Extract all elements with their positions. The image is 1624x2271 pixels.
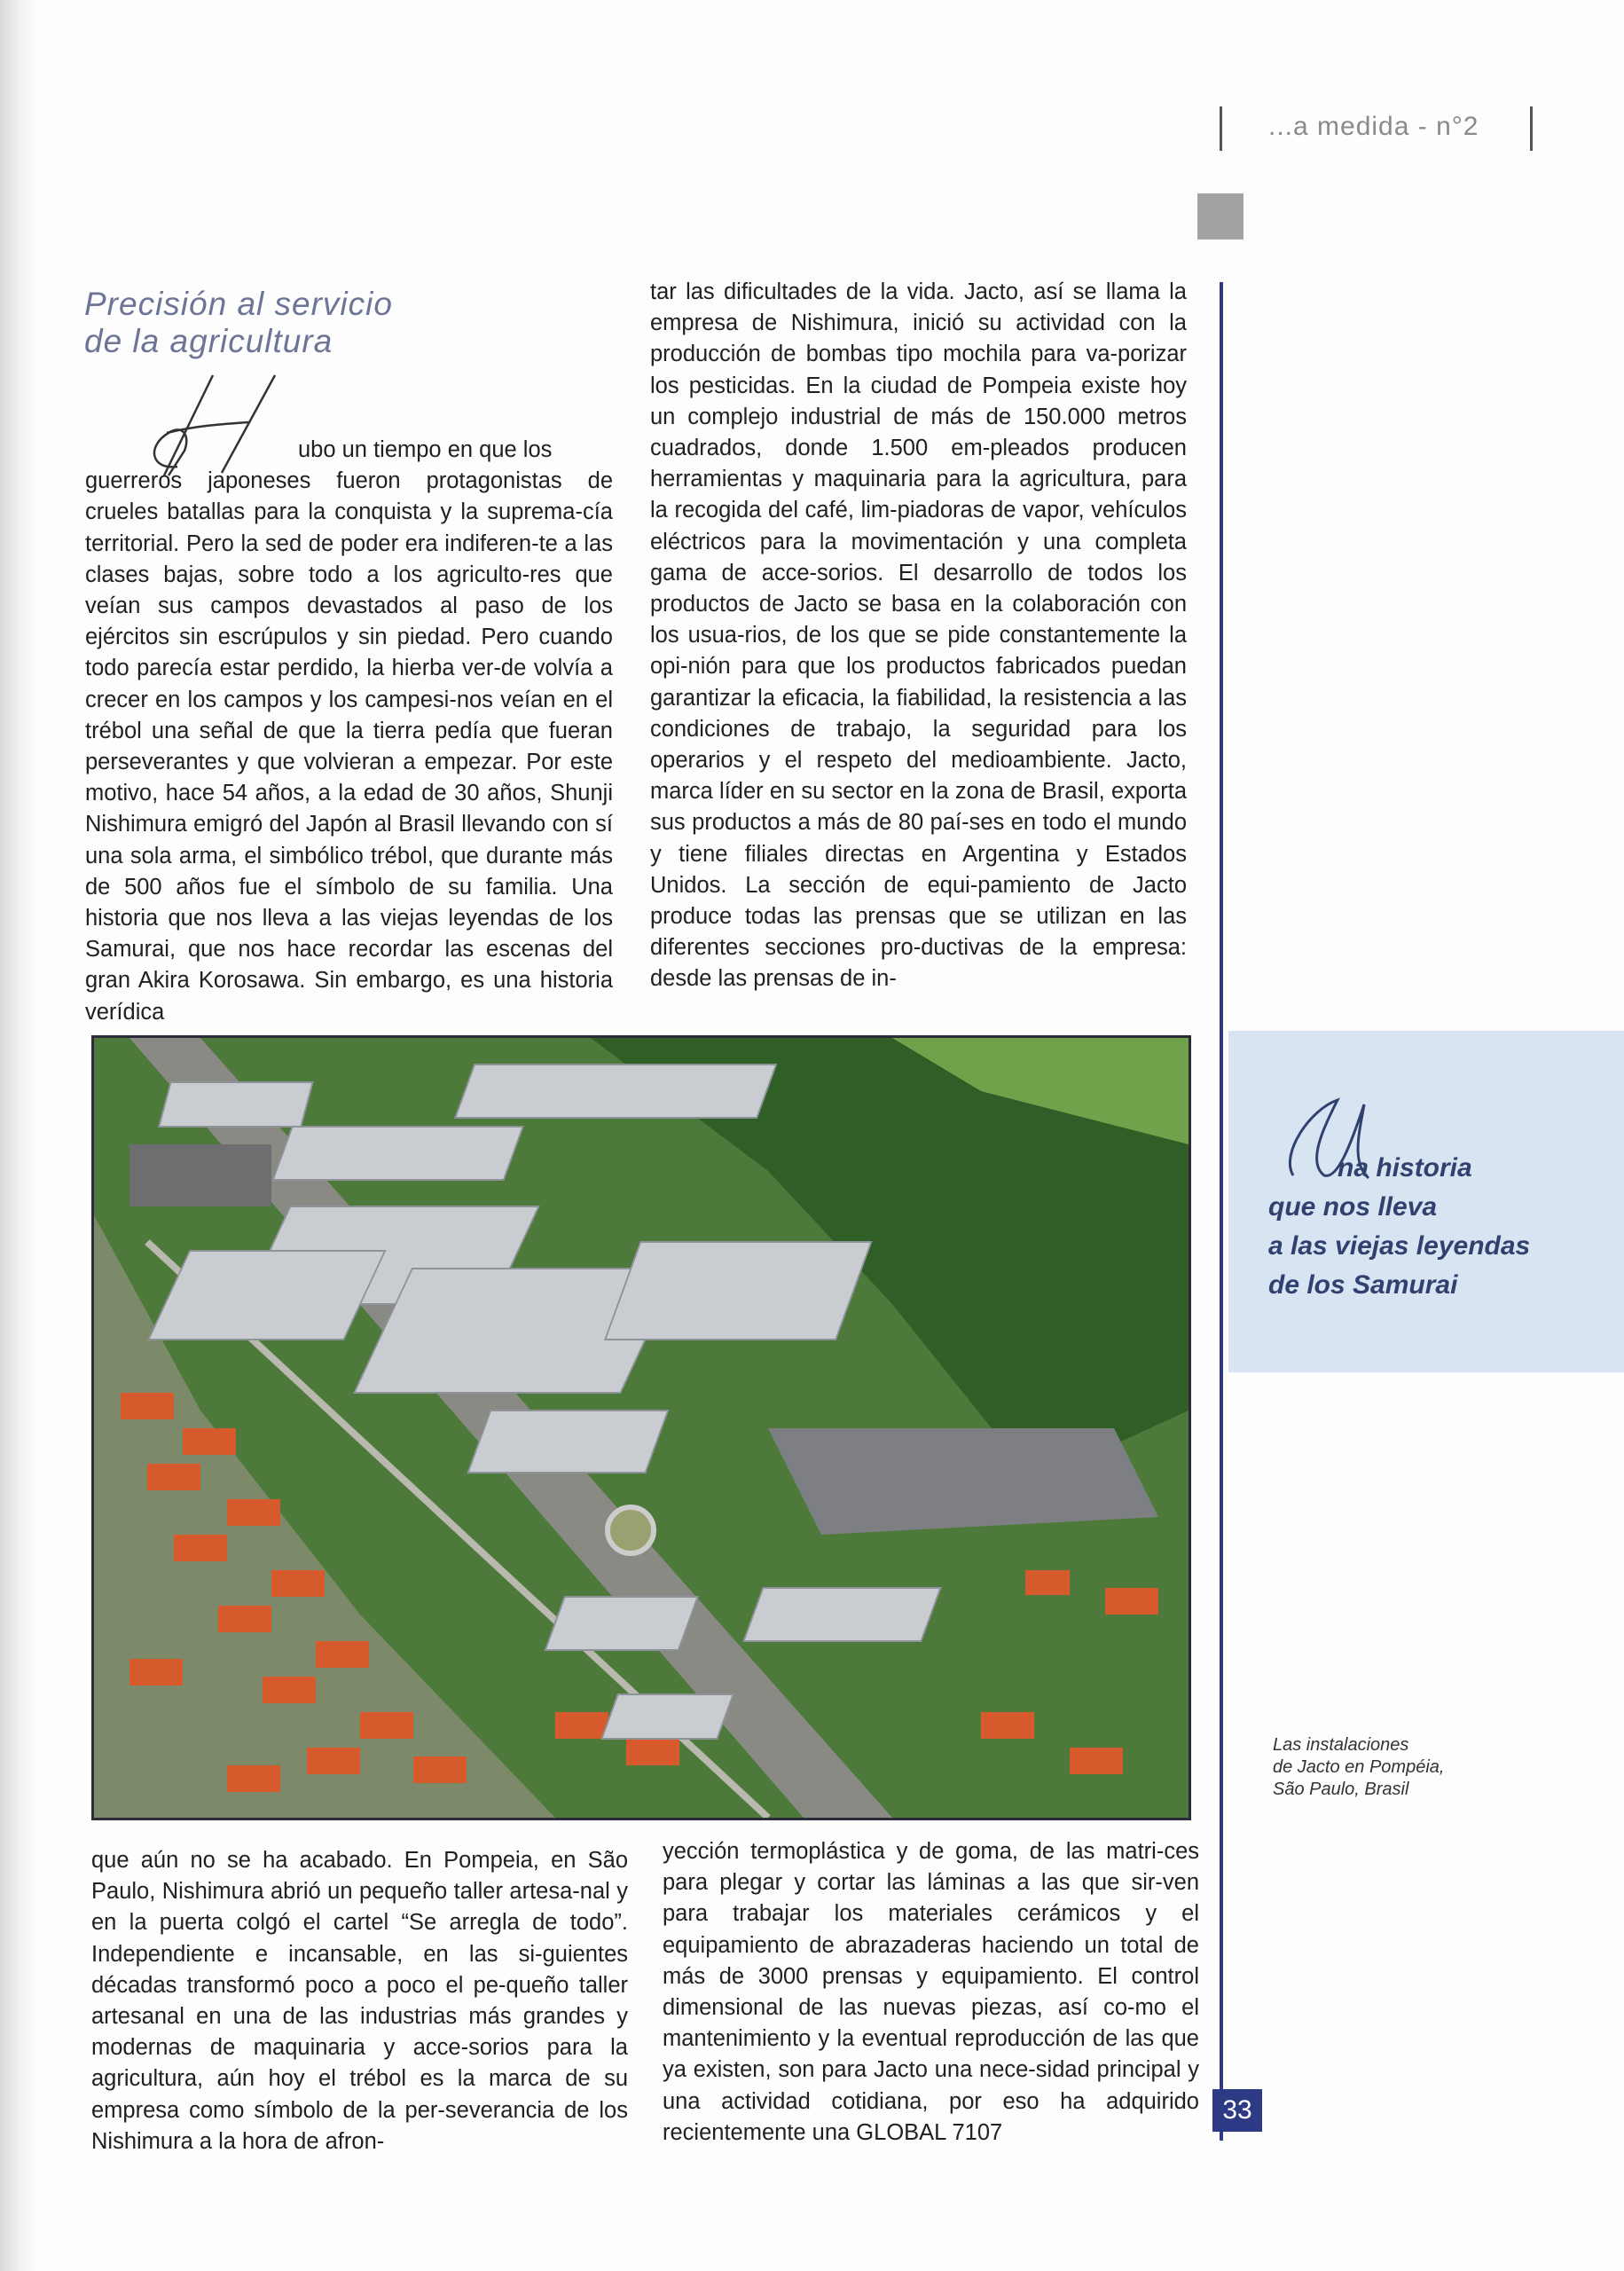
factory-aerial-photo — [91, 1035, 1191, 1820]
column-1-first-line: ubo un tiempo en que los — [298, 437, 553, 462]
article-column-2 — [650, 277, 1187, 995]
pullquote-line-2: que nos lleva — [1268, 1192, 1438, 1222]
header-title: ...a medida - n°2 — [1268, 112, 1479, 141]
decorative-gray-square — [1197, 193, 1243, 240]
column-2-text: tar las dificultades de la vida. Jacto, así se llama la empresa de Nishimura, inició su actividad con la producción de bombas tipo mochila para va-porizar los pesticidas. En la ciudad de Pompeia existe hoy un complejo industrial de más de 150.000 metros cuadrados, donde 1.500 em-pleados producen herramientas y maquinaria para la agricultura, para la recogida del café, lim-piadoras de vapor, vehículos eléctricos para la movimentación y una completa gama de acce-sorios. El desarrollo de todos los productos de Jacto se basa en la colaboración con los usua-rios, de los que se pide constantemente la opi-nión para que los productos fabricados puedan garantizar la eficacia, la fiabilidad, la resistencia a las condiciones de trabajo, la seguridad para los operarios y el respeto del medioambiente. Jacto, marca líder en su sector en la zona de Brasil, exporta sus productos a más de 80 paí-ses en todo el mundo y tiene filiales directas en Argentina y Estados Unidos. La sección de equi-pamiento de Jacto produce todas las prensas que se utilizan en las diferentes secciones pro-ductivas de la empresa: desde las prensas de in- — [650, 279, 1187, 992]
column-3-text: que aún no se ha acabado. En Pompeia, en São Paulo, Nishimura abrió un pequeño taller artesa-nal y en la puerta colgó el cartel “Se arregla de todo”. Independiente e incansable, en las si-guientes décadas transformó poco a poco el pe-queño taller artesanal en una de las industrias más grandes y modernas de maquinaria y acce-sorios para la agricultura, aún hoy el trébol es la marca de su empresa como símbolo de la per-severancia de los Nishimura a la hora de afron- — [91, 1848, 628, 2154]
caption-line-3: São Paulo, Brasil — [1273, 1780, 1409, 1799]
photo-caption — [1273, 1734, 1503, 1801]
page-number: 33 — [1212, 2089, 1262, 2132]
pullquote — [1268, 1149, 1605, 1305]
caption-line-2: de Jacto en Pompéia, — [1273, 1757, 1445, 1777]
pullquote-line-3: a las viejas leyendas — [1268, 1231, 1531, 1261]
running-header — [1220, 106, 1539, 153]
pullquote-line-4: de los Samurai — [1268, 1270, 1458, 1300]
caption-line-1: Las instalaciones — [1273, 1735, 1409, 1755]
article-title — [84, 286, 466, 360]
article-column-3 — [91, 1845, 628, 2157]
article-column-1 — [85, 435, 613, 1028]
article-title-line-1: Precisión al servicio — [84, 286, 393, 322]
header-left-bar — [1220, 106, 1222, 151]
article-title-line-2: de la agricultura — [84, 323, 333, 359]
column-1-text: guerreros japoneses fueron protagonistas de crueles batallas para la conquista y la suprema-cía territorial. Pero la sed de poder era indiferen-te a las clases bajas, sobre todo a los agriculto-res que veían sus campos devastados al paso de los ejércitos sin escrúpulos y sin piedad. Pero cuando todo parecía estar perdido, la hierba ver-de volvía a crecer en los campos y los campesi-nos veían en el trébol una señal de que la tierra pedía que fueran perseverantes y que volvieran a empezar. Por este motivo, hace 54 años, a la edad de 30 años, Shunji Nishimura emigró del Japón al Brasil llevando con sí una sola arma, el simbólico trébol, que durante más de 500 años fue el símbolo de su familia. Una historia que nos lleva a las viejas leyendas de los Samurai, que nos hace recordar las escenas del gran Akira Korosawa. Sin embargo, es una historia verídica — [85, 468, 613, 1025]
article-column-4 — [663, 1836, 1199, 2149]
column-divider-line — [1220, 282, 1223, 2141]
column-4-text: yección termoplástica y de goma, de las matri-ces para plegar y cortar las láminas a las que sir-ven para trabajar los materiales cerámicos y el equipamiento de abrazaderas haciendo un total de más de 3000 prensas y equipamiento. El control dimensional de las nuevas piezas, así co-mo el mantenimiento y la eventual reproducción de las que ya existen, son para Jacto una nece-sidad principal y una actividad cotidiana, por eso ha adquirido recientemente una GLOBAL 7107 — [663, 1839, 1199, 2145]
page-binding-shadow — [0, 0, 37, 2271]
aerial-photo-illustration — [94, 1038, 1189, 1818]
pullquote-line-1: na historia — [1338, 1153, 1472, 1183]
header-right-bar — [1530, 106, 1533, 151]
